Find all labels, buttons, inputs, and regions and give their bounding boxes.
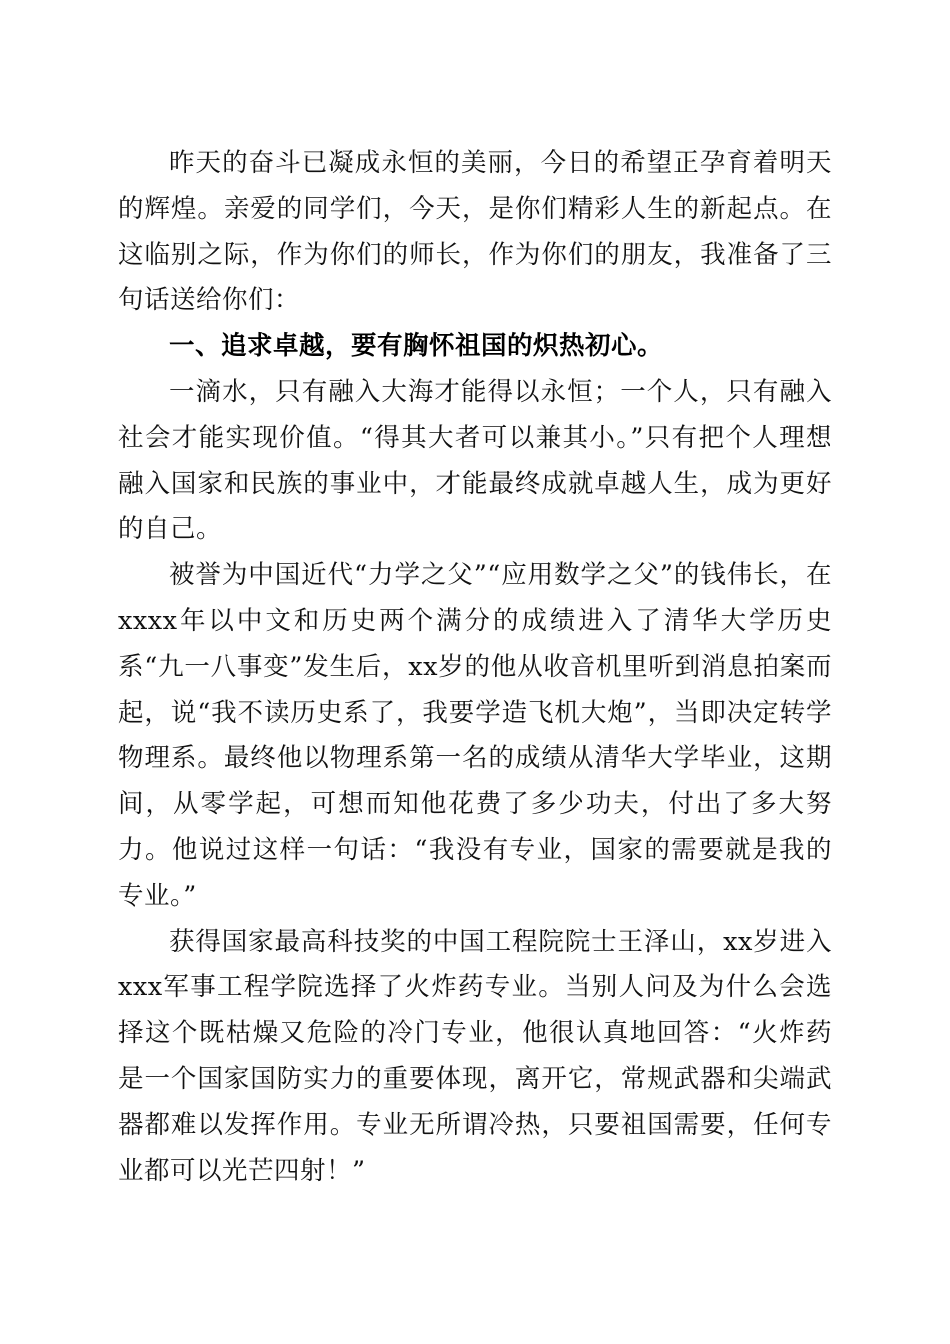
paragraph-wang-zeshan: 获得国家最高科技奖的中国工程院院士王泽山，xx岁进入xxx军事工程学院选择了火炸药专业。当别人问及为什么会选择这个既枯燥又危险的冷门专业，他很认真地回答：“火炸药是一个国家国防实力的重要体现，离开它，常规武器和尖端武器都难以发挥作用。专业无所谓冷热，只要祖国需要，任何专业都可以光芒四射！”: [118, 926, 832, 1186]
document-body: [118, 141, 832, 1194]
paragraph-water-drop: 一滴水，只有融入大海才能得以永恒；一个人，只有融入社会才能实现价值。“得其大者可以兼其小。”只有把个人理想融入国家和民族的事业中，才能最终成就卓越人生，成为更好的自己。: [118, 376, 832, 545]
section-heading-1: 一、追求卓越，要有胸怀祖国的炽热初心。: [169, 331, 664, 362]
paragraph-qian-weichang: 被誉为中国近代“力学之父”“应用数学之父”的钱伟长，在xxxx年以中文和历史两个满分的成绩进入了清华大学历史系“九一八事变”发生后，xx岁的他从收音机里听到消息拍案而起，说“我不读历史系了，我要学造飞机大炮”，当即决定转学物理系。最终他以物理系第一名的成绩从清华大学毕业，这期间，从零学起，可想而知他花费了多少功夫，付出了多大努力。他说过这样一句话：“我没有专业，国家的需要就是我的专业。”: [118, 560, 832, 911]
paragraph-intro: 昨天的奋斗已凝成永恒的美丽，今日的希望正孕育着明天的辉煌。亲爱的同学们，今天，是你们精彩人生的新起点。在这临别之际，作为你们的师长，作为你们的朋友，我准备了三句话送给你们：: [118, 148, 832, 316]
